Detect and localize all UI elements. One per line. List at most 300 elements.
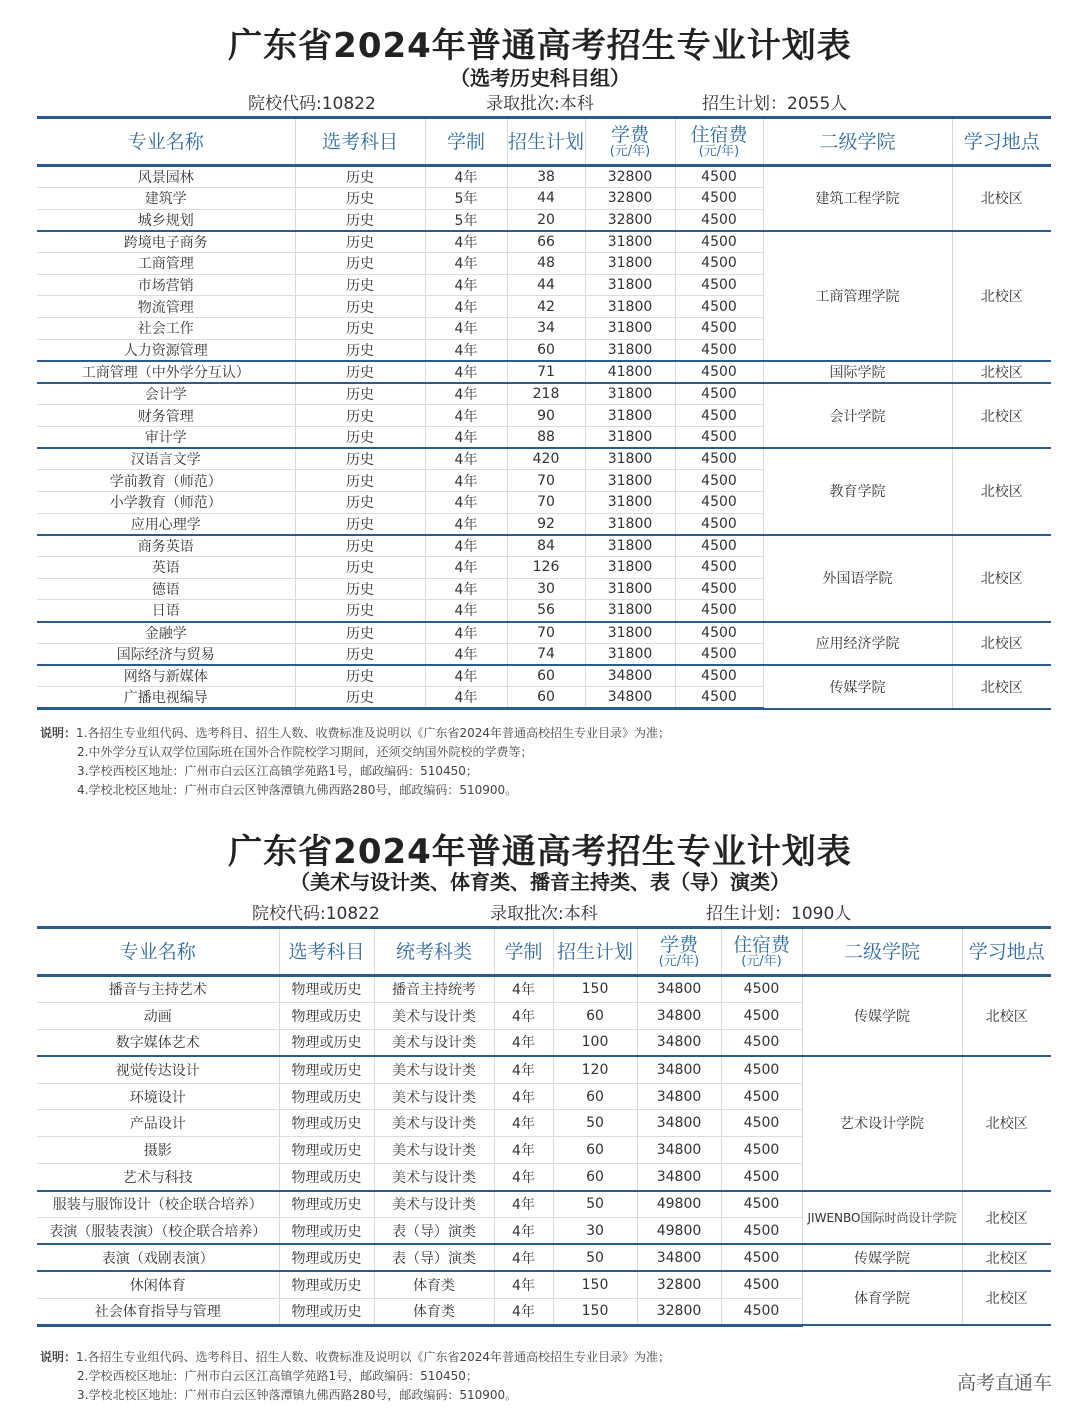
cell-major: 应用心理学 [37, 513, 295, 535]
cell-major: 视觉传达设计 [37, 1056, 279, 1083]
cell-college: 应用经济学院 [763, 622, 952, 665]
table1-note-4: 4.学校北校区地址：广州市白云区钟落潭镇九佛西路280号，邮政编码：510900。 [77, 783, 518, 797]
cell-major: 汉语言文学 [37, 448, 295, 470]
cell-dorm: 4500 [721, 1271, 802, 1298]
cell-years: 5年 [425, 188, 507, 210]
cell-subject: 历史 [295, 361, 425, 383]
cell-plan: 44 [507, 188, 585, 210]
table-row [37, 166, 1051, 188]
cell-tuition: 32800 [585, 166, 675, 188]
cell-plan: 150 [553, 1271, 637, 1298]
cell-college: 会计学院 [763, 383, 952, 448]
cell-dorm: 4500 [675, 470, 763, 492]
cell-plan: 74 [507, 643, 585, 665]
cell-years: 4年 [425, 600, 507, 622]
cell-years: 4年 [425, 535, 507, 557]
cell-tuition: 31800 [585, 578, 675, 600]
cell-dorm: 4500 [675, 600, 763, 622]
cell-years: 4年 [425, 426, 507, 448]
cell-dorm: 4500 [675, 491, 763, 513]
cell-tuition: 31800 [585, 405, 675, 427]
cell-major: 环境设计 [37, 1083, 279, 1110]
header-campus: 学习地点 [952, 118, 1051, 166]
cell-major: 休闲体育 [37, 1271, 279, 1298]
cell-dorm: 4500 [721, 1110, 802, 1137]
cell-dorm: 4500 [675, 513, 763, 535]
table2-plan-table [37, 926, 1051, 1327]
cell-major: 工商管理（中外学分互认） [37, 361, 295, 383]
cell-years: 4年 [494, 1056, 553, 1083]
cell-subject: 历史 [295, 318, 425, 340]
cell-subject: 历史 [295, 513, 425, 535]
cell-plan: 120 [553, 1056, 637, 1083]
cell-subject: 物理或历史 [279, 1056, 374, 1083]
cell-subject: 历史 [295, 470, 425, 492]
table1-plan-total: 招生计划：2055人 [702, 94, 848, 114]
header-tuition [585, 118, 675, 166]
cell-major: 物流管理 [37, 296, 295, 318]
cell-exam: 表（导）演类 [374, 1244, 494, 1271]
header-plan: 招生计划 [553, 928, 637, 976]
cell-plan: 60 [507, 665, 585, 687]
cell-tuition: 31800 [585, 339, 675, 361]
cell-college: 工商管理学院 [763, 231, 952, 361]
header-college: 二级学院 [763, 118, 952, 166]
table1-header-row [37, 118, 1051, 166]
cell-college: 教育学院 [763, 448, 952, 535]
header-dorm-unit: (元/年) [741, 953, 782, 969]
cell-major: 日语 [37, 600, 295, 622]
cell-plan: 44 [507, 274, 585, 296]
cell-plan: 126 [507, 557, 585, 579]
table2-note-1: 1.各招生专业组代码、选考科目、招生人数、收费标准及说明以《广东省2024年普通高校招生专业目录》为准； [76, 1350, 671, 1364]
cell-campus: 北校区 [952, 665, 1051, 709]
cell-years: 4年 [425, 253, 507, 275]
table1-title: 广东省2024年普通高考招生专业计划表 [228, 26, 852, 66]
cell-dorm: 4500 [721, 1029, 802, 1056]
cell-college: 外国语学院 [763, 535, 952, 622]
header-years: 学制 [494, 928, 553, 976]
cell-tuition: 34800 [585, 665, 675, 687]
cell-major: 摄影 [37, 1137, 279, 1164]
cell-tuition: 31800 [585, 426, 675, 448]
table1-note-1: 1.各招生专业组代码、选考科目、招生人数、收费标准及说明以《广东省2024年普通高校招生专业目录》为准； [76, 726, 671, 740]
table1-school-code: 院校代码:10822 [248, 94, 376, 114]
cell-subject: 物理或历史 [279, 1244, 374, 1271]
cell-exam: 美术与设计类 [374, 1083, 494, 1110]
table-row [37, 976, 1051, 1003]
cell-plan: 30 [553, 1218, 637, 1245]
table-row [37, 1244, 1051, 1271]
cell-tuition: 34800 [585, 687, 675, 709]
table-row [37, 361, 1051, 383]
cell-dorm: 4500 [721, 1244, 802, 1271]
cell-dorm: 4500 [675, 166, 763, 188]
cell-tuition: 32800 [637, 1271, 721, 1298]
cell-tuition: 31800 [585, 253, 675, 275]
cell-plan: 70 [507, 491, 585, 513]
cell-years: 4年 [425, 665, 507, 687]
header-dorm [675, 118, 763, 166]
cell-campus: 北校区 [952, 231, 1051, 361]
cell-plan: 420 [507, 448, 585, 470]
cell-major: 表演（戏剧表演） [37, 1244, 279, 1271]
cell-major: 人力资源管理 [37, 339, 295, 361]
cell-exam: 表（导）演类 [374, 1218, 494, 1245]
header-subject: 选考科目 [279, 928, 374, 976]
watermark-text: 高考直通车 [956, 1372, 1052, 1394]
cell-exam: 美术与设计类 [374, 1137, 494, 1164]
cell-campus: 北校区 [962, 1056, 1051, 1190]
cell-plan: 218 [507, 383, 585, 405]
cell-dorm: 4500 [675, 361, 763, 383]
cell-plan: 38 [507, 166, 585, 188]
cell-campus: 北校区 [962, 976, 1051, 1057]
cell-exam: 体育类 [374, 1298, 494, 1325]
table1-note-3: 3.学校西校区地址：广州市白云区江高镇学苑路1号，邮政编码：510450； [77, 764, 478, 778]
cell-years: 4年 [494, 1218, 553, 1245]
cell-subject: 历史 [295, 557, 425, 579]
cell-subject: 历史 [295, 491, 425, 513]
cell-subject: 历史 [295, 622, 425, 644]
cell-plan: 66 [507, 231, 585, 253]
cell-years: 4年 [425, 622, 507, 644]
cell-tuition: 34800 [637, 1110, 721, 1137]
cell-plan: 56 [507, 600, 585, 622]
cell-major: 德语 [37, 578, 295, 600]
table-row [37, 383, 1051, 405]
cell-college: 传媒学院 [802, 976, 962, 1057]
cell-plan: 60 [553, 1002, 637, 1029]
cell-campus: 北校区 [962, 1271, 1051, 1325]
cell-campus: 北校区 [952, 535, 1051, 622]
cell-dorm: 4500 [675, 339, 763, 361]
cell-tuition: 34800 [637, 1056, 721, 1083]
cell-tuition: 31800 [585, 557, 675, 579]
cell-years: 4年 [494, 1164, 553, 1191]
cell-subject: 物理或历史 [279, 1029, 374, 1056]
cell-college: 传媒学院 [802, 1244, 962, 1271]
cell-plan: 84 [507, 535, 585, 557]
cell-plan: 20 [507, 209, 585, 231]
cell-exam: 美术与设计类 [374, 1029, 494, 1056]
cell-plan: 60 [507, 339, 585, 361]
cell-tuition: 31800 [585, 274, 675, 296]
cell-major: 网络与新媒体 [37, 665, 295, 687]
cell-years: 4年 [494, 1110, 553, 1137]
cell-major: 社会工作 [37, 318, 295, 340]
table2-notes-label: 说明： [40, 1350, 77, 1364]
cell-major: 艺术与科技 [37, 1164, 279, 1191]
cell-years: 4年 [425, 339, 507, 361]
cell-exam: 美术与设计类 [374, 1002, 494, 1029]
cell-subject: 历史 [295, 448, 425, 470]
cell-major: 数字媒体艺术 [37, 1029, 279, 1056]
cell-years: 5年 [425, 209, 507, 231]
cell-dorm: 4500 [721, 1164, 802, 1191]
cell-years: 4年 [425, 231, 507, 253]
cell-major: 风景园林 [37, 166, 295, 188]
cell-major: 学前教育（师范） [37, 470, 295, 492]
cell-college: 传媒学院 [763, 665, 952, 709]
table1-notes [40, 724, 670, 800]
cell-major: 社会体育指导与管理 [37, 1298, 279, 1325]
header-tuition [637, 928, 721, 976]
header-dorm-label: 住宿费 [732, 933, 790, 956]
cell-dorm: 4500 [675, 405, 763, 427]
cell-dorm: 4500 [675, 448, 763, 470]
cell-exam: 美术与设计类 [374, 1164, 494, 1191]
cell-major: 小学教育（师范） [37, 491, 295, 513]
header-exam-category: 统考科类 [374, 928, 494, 976]
cell-dorm: 4500 [721, 1056, 802, 1083]
cell-subject: 物理或历史 [279, 1271, 374, 1298]
cell-years: 4年 [425, 513, 507, 535]
cell-dorm: 4500 [675, 253, 763, 275]
cell-subject: 历史 [295, 578, 425, 600]
cell-tuition: 31800 [585, 643, 675, 665]
cell-years: 4年 [425, 491, 507, 513]
cell-years: 4年 [494, 1002, 553, 1029]
header-dorm [721, 928, 802, 976]
cell-subject: 历史 [295, 253, 425, 275]
cell-college: 体育学院 [802, 1271, 962, 1325]
cell-college: 艺术设计学院 [802, 1056, 962, 1190]
table-row [37, 665, 1051, 687]
cell-years: 4年 [494, 1029, 553, 1056]
cell-tuition: 34800 [637, 1164, 721, 1191]
cell-campus: 北校区 [952, 622, 1051, 665]
header-dorm-label: 住宿费 [690, 123, 748, 146]
table2-title: 广东省2024年普通高考招生专业计划表 [228, 832, 852, 872]
table2-notes [40, 1348, 670, 1405]
cell-tuition: 34800 [637, 1083, 721, 1110]
cell-plan: 42 [507, 296, 585, 318]
table2-subtitle: （美术与设计类、体育类、播音主持类、表（导）演类） [290, 870, 790, 894]
cell-subject: 物理或历史 [279, 1298, 374, 1325]
cell-campus: 北校区 [962, 1244, 1051, 1271]
cell-years: 4年 [494, 1191, 553, 1218]
cell-dorm: 4500 [721, 976, 802, 1003]
cell-dorm: 4500 [675, 231, 763, 253]
cell-dorm: 4500 [675, 578, 763, 600]
cell-tuition: 31800 [585, 491, 675, 513]
cell-plan: 60 [553, 1083, 637, 1110]
cell-tuition: 31800 [585, 383, 675, 405]
cell-years: 4年 [494, 1083, 553, 1110]
cell-plan: 48 [507, 253, 585, 275]
table1-plan-table [37, 116, 1051, 710]
cell-dorm: 4500 [675, 535, 763, 557]
cell-college: 建筑工程学院 [763, 166, 952, 231]
header-major: 专业名称 [127, 130, 204, 153]
header-plan: 招生计划 [507, 118, 585, 166]
cell-subject: 历史 [295, 535, 425, 557]
cell-exam: 美术与设计类 [374, 1056, 494, 1083]
cell-dorm: 4500 [721, 1298, 802, 1325]
cell-major: 表演（服装表演）（校企联合培养） [37, 1218, 279, 1245]
cell-subject: 物理或历史 [279, 1137, 374, 1164]
cell-campus: 北校区 [962, 1191, 1051, 1245]
cell-dorm: 4500 [675, 383, 763, 405]
cell-subject: 物理或历史 [279, 1110, 374, 1137]
cell-dorm: 4500 [721, 1083, 802, 1110]
cell-plan: 50 [553, 1191, 637, 1218]
cell-years: 4年 [425, 470, 507, 492]
table2-header-row [37, 928, 1051, 976]
cell-major: 工商管理 [37, 253, 295, 275]
header-tuition-label: 学费 [659, 933, 698, 956]
cell-dorm: 4500 [675, 557, 763, 579]
cell-dorm: 4500 [675, 643, 763, 665]
cell-major: 动画 [37, 1002, 279, 1029]
cell-plan: 90 [507, 405, 585, 427]
table-row [37, 448, 1051, 470]
cell-tuition: 31800 [585, 470, 675, 492]
cell-subject: 历史 [295, 231, 425, 253]
cell-dorm: 4500 [721, 1218, 802, 1245]
cell-plan: 70 [507, 622, 585, 644]
cell-years: 4年 [425, 557, 507, 579]
cell-years: 4年 [494, 1244, 553, 1271]
cell-years: 4年 [425, 383, 507, 405]
cell-tuition: 49800 [637, 1191, 721, 1218]
cell-years: 4年 [425, 687, 507, 709]
cell-subject: 历史 [295, 426, 425, 448]
cell-plan: 150 [553, 1298, 637, 1325]
cell-exam: 美术与设计类 [374, 1110, 494, 1137]
table1-notes-label: 说明： [40, 726, 77, 740]
cell-major: 广播电视编导 [37, 687, 295, 709]
cell-subject: 历史 [295, 166, 425, 188]
cell-plan: 88 [507, 426, 585, 448]
cell-plan: 50 [553, 1110, 637, 1137]
cell-dorm: 4500 [721, 1002, 802, 1029]
table2-school-code: 院校代码:10822 [252, 904, 380, 924]
cell-tuition: 32800 [585, 188, 675, 210]
cell-tuition: 31800 [585, 622, 675, 644]
cell-subject: 历史 [295, 383, 425, 405]
cell-exam: 播音主持统考 [374, 976, 494, 1003]
cell-major: 会计学 [37, 383, 295, 405]
cell-years: 4年 [425, 405, 507, 427]
cell-subject: 物理或历史 [279, 1164, 374, 1191]
cell-exam: 体育类 [374, 1271, 494, 1298]
cell-dorm: 4500 [675, 426, 763, 448]
cell-plan: 70 [507, 470, 585, 492]
table1-note-2: 2.中外学分互认双学位国际班在国外合作院校学习期间，还须交纳国外院校的学费等； [77, 745, 533, 759]
cell-dorm: 4500 [675, 622, 763, 644]
table2-note-3: 3.学校北校区地址：广州市白云区钟落潭镇九佛西路280号，邮政编码：510900。 [77, 1388, 518, 1402]
cell-years: 4年 [425, 296, 507, 318]
cell-dorm: 4500 [675, 296, 763, 318]
cell-major: 市场营销 [37, 274, 295, 296]
cell-campus: 北校区 [952, 448, 1051, 535]
cell-subject: 历史 [295, 339, 425, 361]
cell-campus: 北校区 [952, 383, 1051, 448]
header-tuition-label: 学费 [610, 123, 649, 146]
cell-tuition: 34800 [637, 1244, 721, 1271]
cell-subject: 物理或历史 [279, 1218, 374, 1245]
cell-plan: 50 [553, 1244, 637, 1271]
header-tuition-unit: (元/年) [609, 143, 651, 159]
table-row [37, 1271, 1051, 1298]
cell-subject: 历史 [295, 687, 425, 709]
table-row [37, 231, 1051, 253]
cell-campus: 北校区 [952, 361, 1051, 383]
cell-campus: 北校区 [952, 166, 1051, 231]
table-row [37, 1056, 1051, 1083]
cell-plan: 60 [553, 1137, 637, 1164]
cell-subject: 物理或历史 [279, 1002, 374, 1029]
header-tuition-unit: (元/年) [658, 953, 700, 969]
cell-subject: 历史 [295, 405, 425, 427]
cell-plan: 60 [553, 1164, 637, 1191]
header-years: 学制 [425, 118, 507, 166]
cell-exam: 美术与设计类 [374, 1191, 494, 1218]
cell-years: 4年 [425, 166, 507, 188]
cell-subject: 物理或历史 [279, 976, 374, 1003]
cell-tuition: 32800 [637, 1298, 721, 1325]
table2-batch: 录取批次:本科 [490, 904, 598, 924]
cell-years: 4年 [425, 318, 507, 340]
cell-tuition: 31800 [585, 535, 675, 557]
table1-subtitle: （选考历史科目组） [450, 66, 630, 90]
cell-college: JIWENBO国际时尚设计学院 [802, 1191, 962, 1245]
cell-tuition: 34800 [637, 1137, 721, 1164]
cell-major: 建筑学 [37, 188, 295, 210]
cell-years: 4年 [425, 361, 507, 383]
cell-years: 4年 [494, 1137, 553, 1164]
cell-subject: 历史 [295, 643, 425, 665]
table2-plan-total: 招生计划：1090人 [706, 904, 852, 924]
cell-subject: 历史 [295, 600, 425, 622]
cell-years: 4年 [494, 1298, 553, 1325]
cell-plan: 60 [507, 687, 585, 709]
cell-tuition: 49800 [637, 1218, 721, 1245]
cell-major: 金融学 [37, 622, 295, 644]
cell-tuition: 31800 [585, 448, 675, 470]
cell-years: 4年 [425, 643, 507, 665]
table1-batch: 录取批次:本科 [486, 94, 594, 114]
cell-tuition: 31800 [585, 318, 675, 340]
table2-note-2: 2.学校西校区地址：广州市白云区江高镇学苑路1号，邮政编码：510450； [77, 1369, 478, 1383]
cell-plan: 30 [507, 578, 585, 600]
cell-dorm: 4500 [675, 188, 763, 210]
cell-subject: 历史 [295, 274, 425, 296]
cell-plan: 92 [507, 513, 585, 535]
cell-major: 服装与服饰设计（校企联合培养） [37, 1191, 279, 1218]
cell-dorm: 4500 [675, 209, 763, 231]
cell-tuition: 41800 [585, 361, 675, 383]
cell-major: 审计学 [37, 426, 295, 448]
header-campus: 学习地点 [962, 928, 1051, 976]
cell-tuition: 31800 [585, 296, 675, 318]
header-dorm-unit: (元/年) [698, 143, 740, 159]
cell-years: 4年 [494, 1271, 553, 1298]
cell-plan: 100 [553, 1029, 637, 1056]
cell-dorm: 4500 [675, 274, 763, 296]
cell-years: 4年 [425, 578, 507, 600]
cell-years: 4年 [425, 448, 507, 470]
cell-major: 国际经济与贸易 [37, 643, 295, 665]
cell-major: 商务英语 [37, 535, 295, 557]
cell-years: 4年 [494, 976, 553, 1003]
cell-dorm: 4500 [675, 318, 763, 340]
cell-years: 4年 [425, 274, 507, 296]
cell-dorm: 4500 [675, 687, 763, 709]
cell-tuition: 34800 [637, 1002, 721, 1029]
